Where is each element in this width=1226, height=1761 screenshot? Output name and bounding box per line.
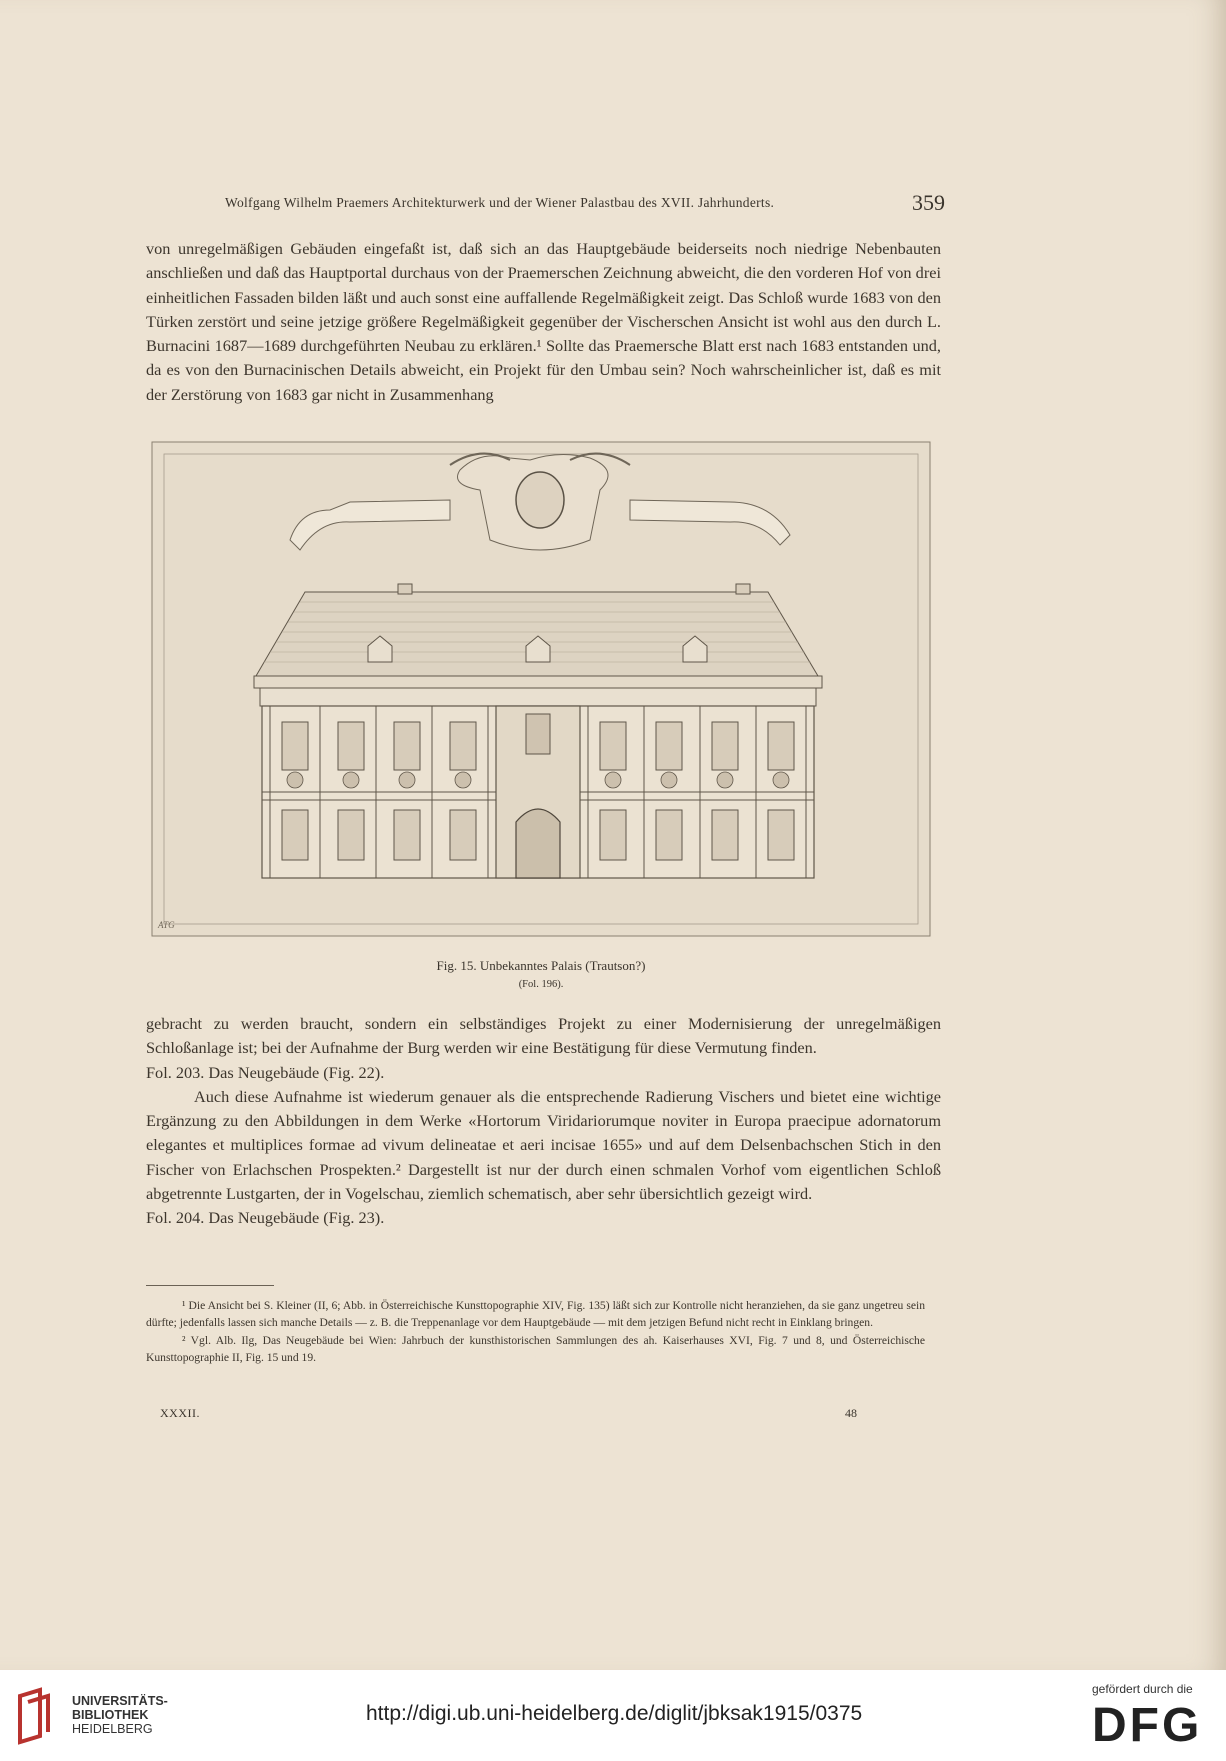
paragraph: gebracht zu werden braucht, sondern ein selbständiges Projekt zu einer Modernisierung der unregelmäßigen Schloßanlage ist; bei der Aufnahme der Burg werden wir eine Bestätigung für diese Vermutung finden. (146, 1014, 941, 1058)
library-name-line1: UNIVERSITÄTS- (72, 1694, 168, 1708)
folio-heading: Fol. 203. Das Neugebäude (Fig. 22). (146, 1062, 385, 1082)
paragraph: von unregelmäßigen Gebäuden eingefaßt ist, daß sich an das Hauptgebäude beiderseits noch niedrige Nebenbauten anschließen und daß das Hauptportal durchaus von der Praemerschen Zeichnung abweicht, die den vorderen Hof von drei einheitlichen Fassaden bilden läßt und auch sonst eine auffallende Regelmäßigkeit zeigt. Das Schloß wurde 1683 von den Türken zerstört und seine jetzige größere Regelmäßigkeit gegenüber der Vischerschen Ansicht ist wohl aus den durch L. Burnacini 1687—1689 durchgeführten Neubau zu erklären.¹ Sollte das Praemersche Blatt erst nach 1683 entstanden und, da es von den Burnacinischen Details abweicht, ein Projekt für den Umbau sein? Noch wahrscheinlicher ist, daß es mit der Zerstörung von 1683 gar nicht in Zusammenhang (146, 239, 941, 404)
figure-palace-drawing (150, 440, 932, 940)
paragraph: Auch diese Aufnahme ist wiederum genauer als die entsprechende Radierung Vischers und bietet eine wichtige Ergänzung zu den Abbildungen in dem Werke «Hortorum Viridariorumque noviter in Europa praecipue adornatorum elegantes et multiplices formae ad vivum delineatae et aeri incisae 1655» und auf dem Delsenbachschen Stich in den Fischer von Erlachschen Prospekten.² Dargestellt ist nur der durch einen schmalen Vorhof vom eigentlichen Schloß abgetrennte Lustgarten, der in Vogelschau, ziemlich schematisch, aber sehr übersichtlich gezeigt wird. (146, 1086, 941, 1204)
footnote-divider (146, 1285, 274, 1286)
page-number: 359 (912, 190, 945, 215)
library-name-line2: BIBLIOTHEK (72, 1708, 149, 1722)
funding-label: gefördert durch die (1092, 1682, 1193, 1696)
figure-caption: Fig. 15. Unbekanntes Palais (Trautson?) (436, 958, 646, 973)
svg-text:ATG: ATG (158, 920, 175, 930)
volume-signature: XXXII. (160, 1406, 200, 1420)
footnotes (146, 1297, 925, 1367)
dfg-logo: DFG (1092, 1699, 1203, 1752)
folio-heading: Fol. 204. Das Neugebäude (Fig. 23). (146, 1208, 385, 1228)
running-header: Wolfgang Wilhelm Praemers Architekturwerk und der Wiener Palastbau des XVII. Jahrhunderts. (225, 195, 775, 210)
figure-folio: (Fol. 196). (518, 979, 564, 990)
viewer-footer (0, 1670, 1226, 1761)
footnote: ² Vgl. Alb. Ilg, Das Neugebäude bei Wien: Jahrbuch der kunsthistorischen Sammlungen des ah. Kaiserhauses XVI, Fig. 7 und 8, und Österreichische Kunsttopographie II, Fig. 15 und 19. (146, 1333, 925, 1365)
palace-elevation-drawing (150, 440, 932, 940)
library-logo-icon (14, 1686, 62, 1746)
document-url-link[interactable]: http://digi.ub.uni-heidelberg.de/diglit/jbksak1915/0375 (366, 1702, 863, 1725)
body-text-bottom (146, 1012, 941, 1231)
footnote: ¹ Die Ansicht bei S. Kleiner (II, 6; Abb. in Österreichische Kunsttopographie XIV, Fig. 135) läßt sich zur Kontrolle nicht heranziehen, da sie ganz ungetreu sein dürfte; jedenfalls lassen sich manche Details — z. B. die Treppenanlage vor dem Hauptgebäude — mit dem jetzigen Befund nicht recht in Einklang bringen. (146, 1299, 925, 1330)
body-text-top (146, 237, 941, 407)
library-name (72, 1694, 168, 1736)
library-name-line3: HEIDELBERG (72, 1722, 153, 1736)
sheet-number: 48 (845, 1406, 857, 1420)
